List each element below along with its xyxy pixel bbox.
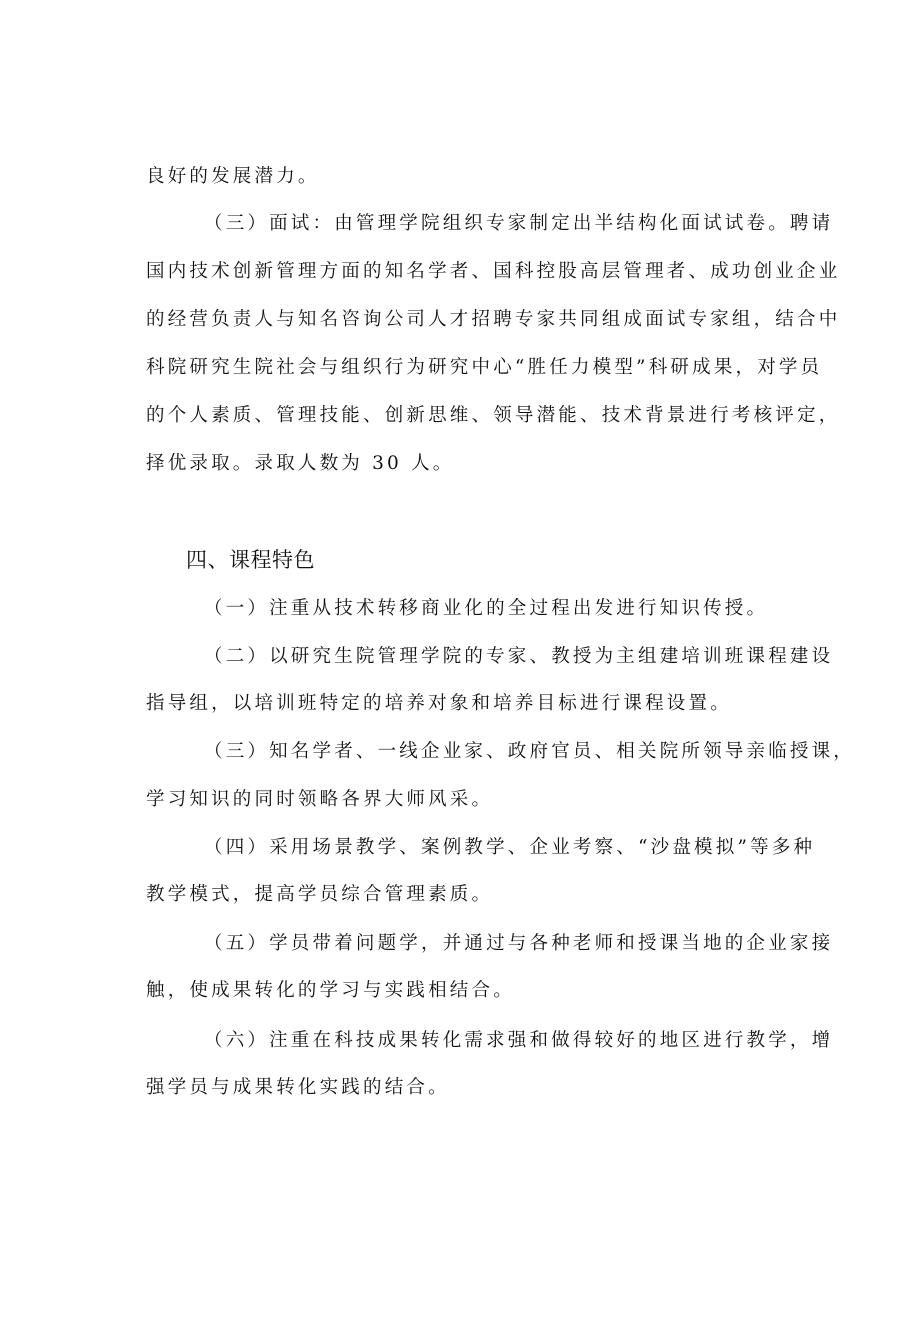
- feature-line: 教学模式，提高学员综合管理素质。: [146, 884, 494, 905]
- interview-line: 科院研究生院社会与组织行为研究中心“胜任力模型”科研成果，对学员: [146, 357, 823, 378]
- interview-line: 的个人素质、管理技能、创新思维、领导潜能、技术背景进行考核评定，: [146, 405, 841, 426]
- feature-line: 触，使成果转化的学习与实践相结合。: [146, 980, 515, 1001]
- interview-line: 的经营负责人与知名咨询公司人才招聘专家共同组成面试专家组，结合中: [146, 309, 841, 330]
- opening-line: 良好的发展潜力。: [146, 166, 320, 187]
- feature-line: （二）以研究生院管理学院的专家、教授为主组建培训班课程建设: [204, 646, 834, 667]
- feature-line: （四）采用场景教学、案例教学、企业考察、“沙盘模拟”等多种: [204, 837, 816, 858]
- interview-line: 国内技术创新管理方面的知名学者、国科控股高层管理者、成功创业企业: [146, 261, 841, 282]
- feature-line: 学习知识的同时领略各界大师风采。: [146, 789, 494, 810]
- feature-line: （五）学员带着问题学，并通过与各种老师和授课当地的企业家接: [204, 933, 834, 954]
- interview-line: 择优录取。录取人数为 30 人。: [146, 453, 455, 474]
- section-heading: 四、课程特色: [186, 548, 315, 572]
- feature-line: （三）知名学者、一线企业家、政府官员、相关院所领导亲临授课，: [204, 741, 856, 762]
- feature-line: （六）注重在科技成果转化需求强和做得较好的地区进行教学，增: [204, 1030, 834, 1051]
- feature-line: （一）注重从技术转移商业化的全过程出发进行知识传授。: [204, 598, 769, 619]
- interview-line: （三）面试：由管理学院组织专家制定出半结构化面试试卷。聘请: [204, 213, 834, 234]
- feature-line: 强学员与成果转化实践的结合。: [146, 1077, 450, 1098]
- feature-line: 指导组，以培训班特定的培养对象和培养目标进行课程设置。: [146, 693, 732, 714]
